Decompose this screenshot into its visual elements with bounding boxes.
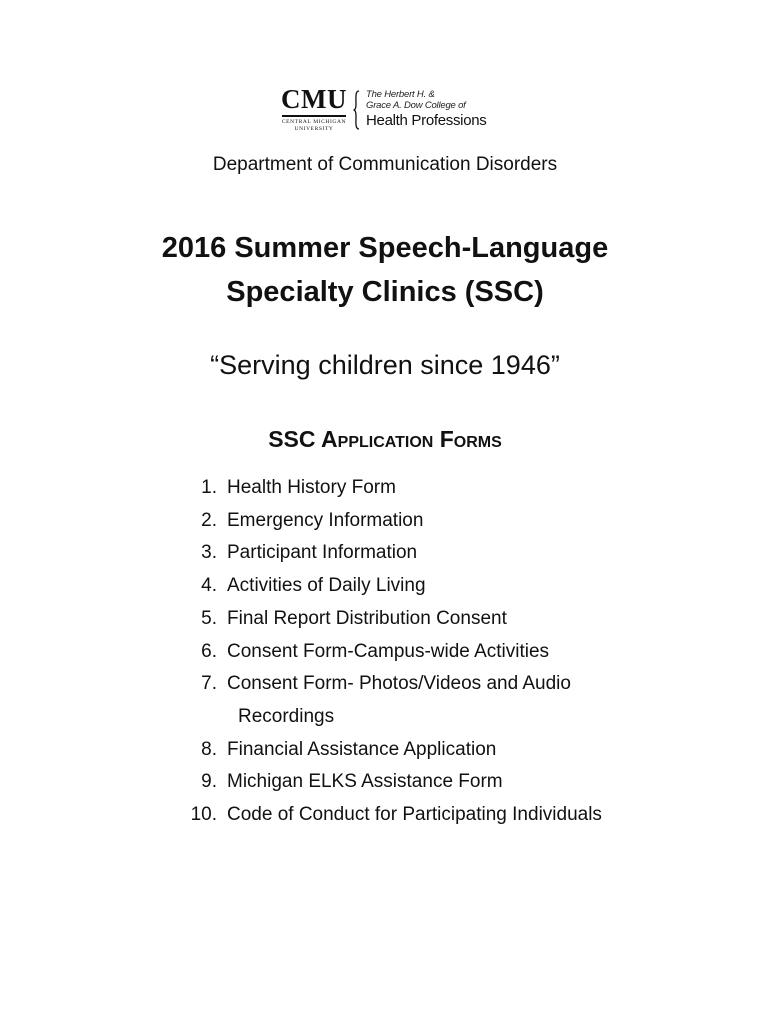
list-item-label: Participant Information — [227, 542, 418, 564]
list-item-number: 6. — [201, 640, 217, 662]
list-item-label-continuation: Recordings — [238, 705, 335, 727]
list-item-label: Michigan ELKS Assistance Form — [227, 771, 503, 793]
list-item-label: Final Report Distribution Consent — [227, 607, 507, 629]
list-item — [174, 766, 694, 799]
list-item-label: Health History Form — [227, 477, 396, 498]
cmu-logo-subtitle-line1: CENTRAL MICHIGAN — [281, 119, 347, 125]
list-item — [174, 570, 694, 603]
college-name-line1: The Herbert H. & — [366, 89, 435, 100]
brace-icon — [353, 90, 361, 130]
list-item-number: 5. — [201, 607, 217, 629]
list-item — [174, 636, 694, 669]
list-item-label: Emergency Information — [227, 509, 424, 531]
page-title-line2: Specialty Clinics (SSC) — [226, 276, 544, 308]
tagline: “Serving children since 1946” — [210, 350, 560, 380]
list-item-number: 8. — [201, 738, 217, 760]
list-item — [174, 668, 694, 733]
section-heading: SSC Application Forms — [268, 426, 502, 452]
list-item-label: Activities of Daily Living — [227, 575, 426, 597]
cmu-logo — [280, 86, 510, 136]
list-item — [174, 472, 694, 505]
list-item — [174, 505, 694, 538]
list-item-label: Consent Form- Photos/Videos and Audio — [227, 673, 571, 695]
list-item-number: 4. — [201, 575, 217, 597]
list-item — [174, 799, 694, 832]
college-name-line3: Health Professions — [366, 112, 487, 129]
cmu-wordmark — [280, 86, 348, 132]
cmu-logo-text: CMU — [281, 84, 347, 114]
list-item-label: Code of Conduct for Participating Individuals — [227, 804, 602, 826]
department-name: Department of Communication Disorders — [212, 154, 558, 175]
list-item-number: 1. — [201, 477, 217, 498]
list-item-number: 2. — [201, 509, 217, 531]
cmu-logo-subtitle-line2: UNIVERSITY — [294, 125, 334, 132]
list-item — [174, 734, 694, 767]
college-name-line2: Grace A. Dow College of — [366, 100, 466, 111]
list-item — [174, 603, 694, 636]
cmu-logo-rule — [282, 115, 346, 117]
list-item-number: 7. — [201, 673, 217, 695]
list-item-number: 10. — [190, 804, 217, 826]
list-item-label: Consent Form-Campus-wide Activities — [227, 640, 550, 662]
application-forms-list — [174, 472, 694, 832]
page-title-line1: 2016 Summer Speech-Language — [161, 232, 609, 264]
college-name — [366, 89, 516, 130]
list-item-number: 3. — [201, 542, 217, 564]
page-title — [0, 226, 770, 314]
list-item — [174, 537, 694, 570]
list-item-number: 9. — [201, 771, 217, 793]
list-item-label: Financial Assistance Application — [227, 738, 497, 760]
